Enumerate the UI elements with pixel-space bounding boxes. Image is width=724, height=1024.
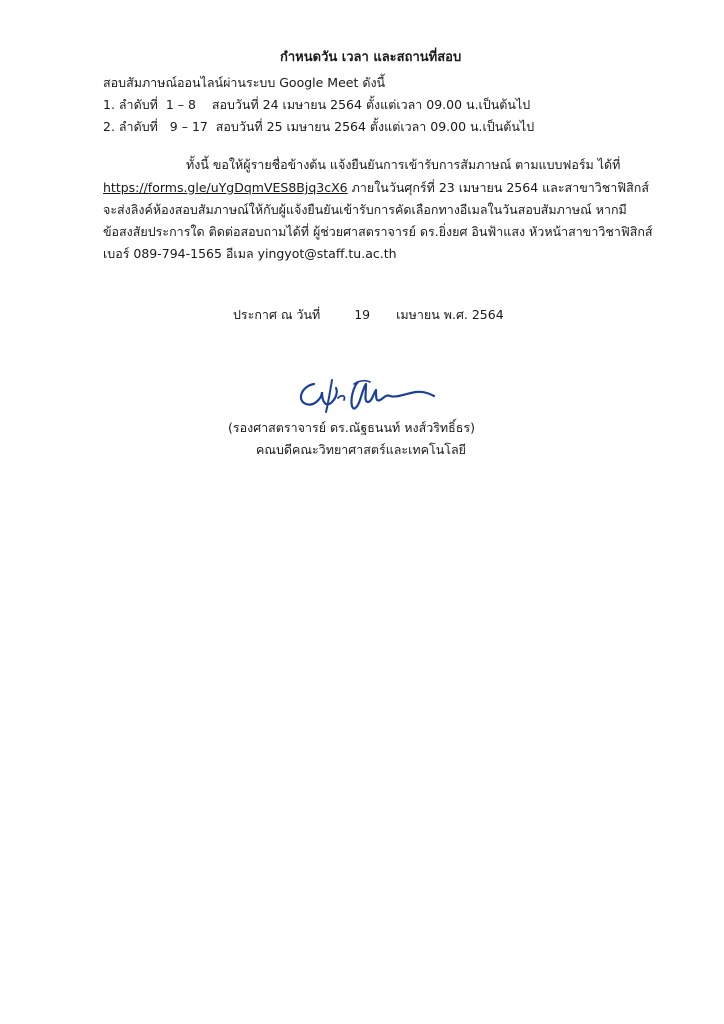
paragraph-line-2: [103, 178, 649, 198]
document-title: กำหนดวัน เวลา และสถานที่สอบ: [280, 50, 462, 65]
schedule-item-1: 1. ลำดับที่ 1 – 8 สอบวันที่ 24 เมษายน 2564 ตั้งแต่เวลา 09.00 น.เป็นต้นไป: [103, 97, 531, 112]
paragraph-line-3: จะส่งลิงค์ห้องสอบสัมภาษณ์ให้กับผู้แจ้งยืนยันเข้ารับการคัดเลือกทางอีเมลในวันสอบสัมภาษณ์ หากมี: [103, 202, 627, 217]
announcement-label: ประกาศ ณ วันที่: [233, 307, 321, 322]
signer-title: คณบดีคณะวิทยาศาสตร์และเทคโนโลยี: [256, 442, 466, 457]
intro-line: สอบสัมภาษณ์ออนไลน์ผ่านระบบ Google Meet ดังนี้: [103, 75, 386, 90]
paragraph-line-4: ข้อสงสัยประการใด ติดต่อสอบถามได้ที่ ผู้ช่วยศาสตราจารย์ ดร.ยิ่งยศ อินฟ้าแสง หัวหน้าสาขาวิชาฟิสิกส์: [103, 224, 653, 239]
announcement-line: [233, 305, 504, 325]
signature-image: [292, 372, 442, 420]
schedule-item-2: 2. ลำดับที่ 9 – 17 สอบวันที่ 25 เมษายน 2564 ตั้งแต่เวลา 09.00 น.เป็นต้นไป: [103, 119, 535, 134]
announcement-day: 19: [354, 307, 371, 322]
paragraph-line-2-rest: ภายในวันศุกร์ที่ 23 เมษายน 2564 และสาขาวิชาฟิสิกส์: [347, 180, 649, 195]
announcement-month-year: เมษายน พ.ศ. 2564: [396, 307, 504, 322]
signer-name: (รองศาสตราจารย์ ดร.ณัฐธนนท์ หงส์วริทธิ์ธร): [228, 420, 476, 435]
form-link[interactable]: https://forms.gle/uYgDqmVES8Bjq3cX6: [103, 180, 348, 195]
paragraph-line-5: เบอร์ 089-794-1565 อีเมล yingyot@staff.tu.ac.th: [103, 246, 397, 261]
paragraph-line-1: ทั้งนี้ ขอให้ผู้รายชื่อข้างต้น แจ้งยืนยันการเข้ารับการสัมภาษณ์ ตามแบบฟอร์ม ได้ที่: [186, 157, 621, 172]
